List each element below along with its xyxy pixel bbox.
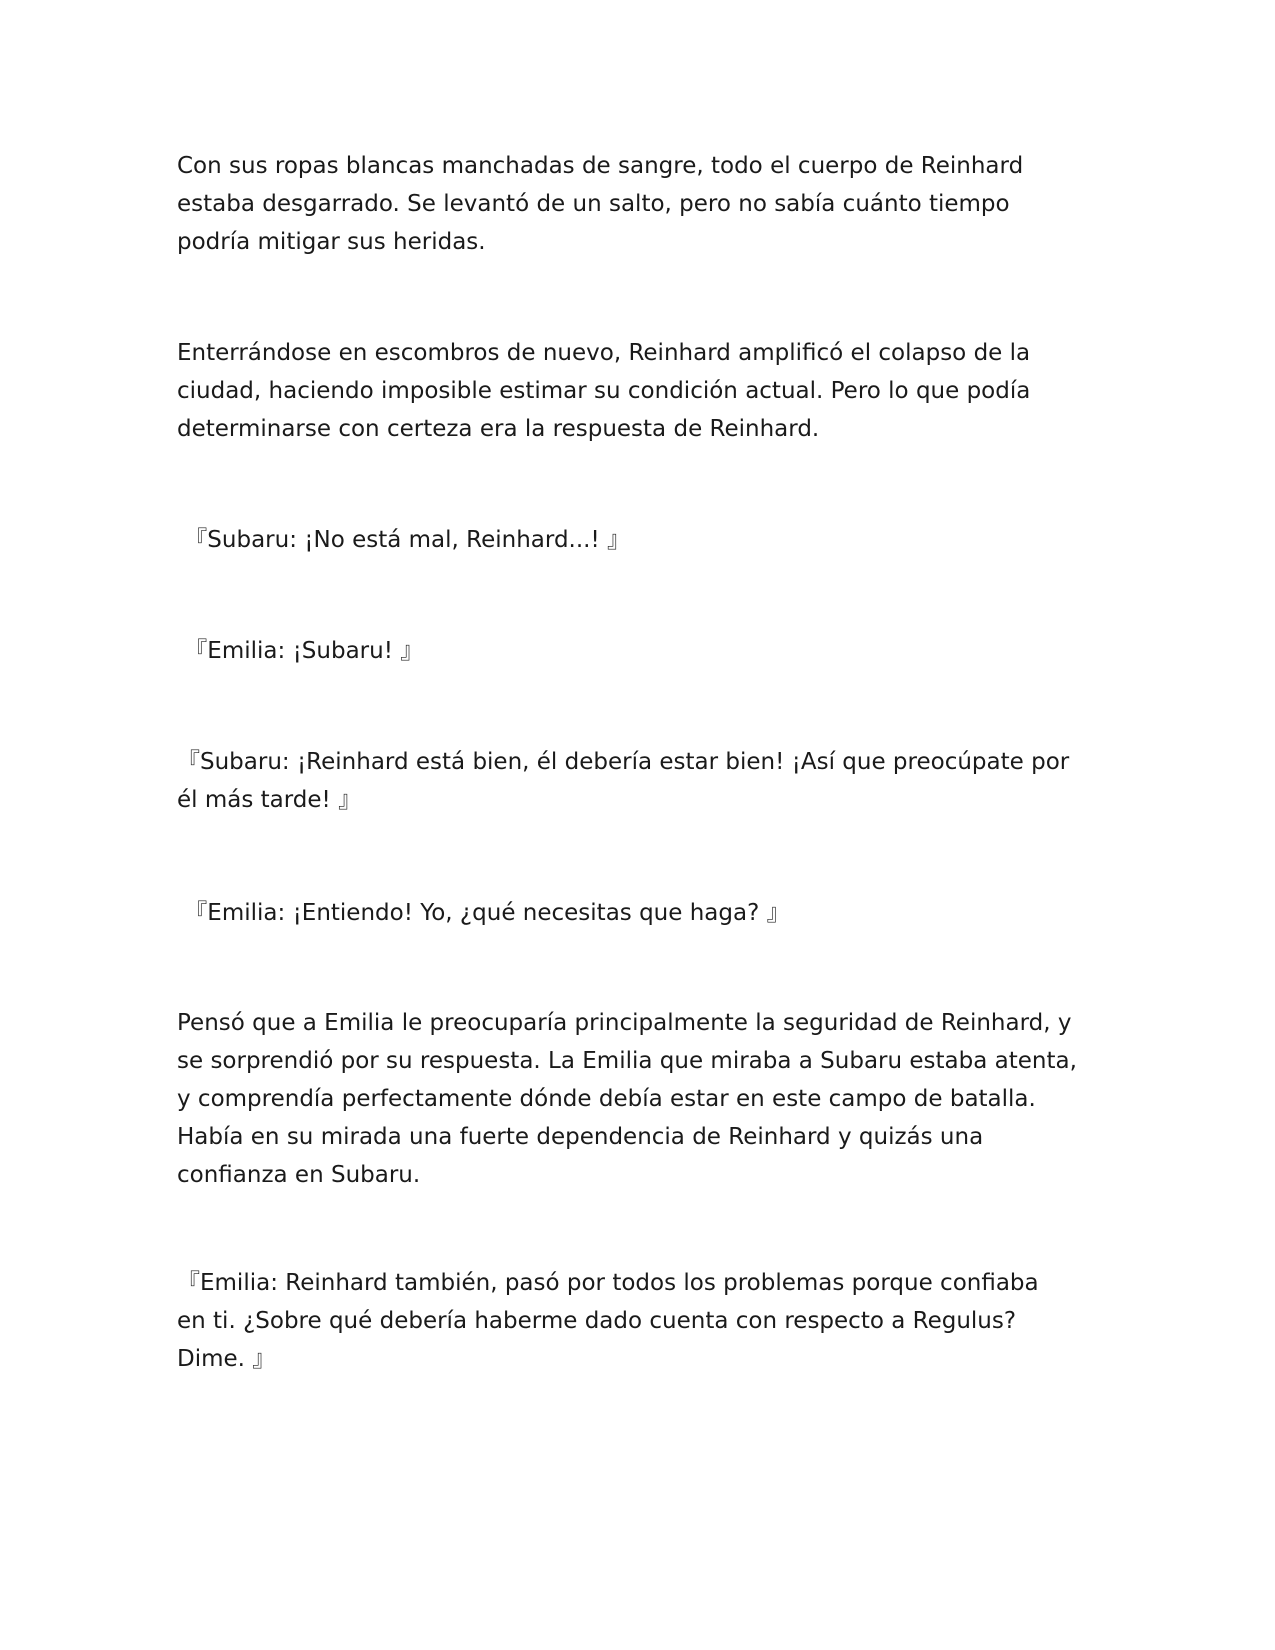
paragraph-reinhard-rubble: Enterrándose en escombros de nuevo, Reinhard amplificó el colapso de la ciudad, haciendo imposible estimar su condición actual. Pero lo que podía determinarse con certeza era la respuesta de Reinhard. [177, 340, 1031, 442]
paragraph-reinhard-wounded: Con sus ropas blancas manchadas de sangre, todo el cuerpo de Reinhard estaba desgarrado. Se levantó de un salto, pero no sabía cuánto tiempo podría mitigar sus heridas. [177, 153, 1024, 255]
dialog-emilia-2: 『Emilia: ¡Entiendo! Yo, ¿qué necesitas que haga? 』 [177, 900, 790, 926]
paragraph-emilia-reaction: Pensó que a Emilia le preocuparía principalmente la seguridad de Reinhard, y se sorprendió por su respuesta. La Emilia que miraba a Subaru estaba atenta, y comprendía perfectamente dónde debía estar en este campo de batalla. Había en su mirada una fuerte dependencia de Reinhard y quizás una confianza en Subaru. [177, 1010, 1077, 1188]
dialog-subaru-1: 『Subaru: ¡No está mal, Reinhard...! 』 [177, 527, 631, 553]
dialog-subaru-2: 『Subaru: ¡Reinhard está bien, él debería estar bien! ¡Así que preocúpate por él más tarde! 』 [177, 749, 1070, 813]
dialog-emilia-1: 『Emilia: ¡Subaru! 』 [177, 638, 424, 664]
dialog-emilia-3: 『Emilia: Reinhard también, pasó por todos los problemas porque confiaba en ti. ¿Sobre qué debería haberme dado cuenta con respecto a Regulus? Dime. 』 [177, 1270, 1039, 1372]
